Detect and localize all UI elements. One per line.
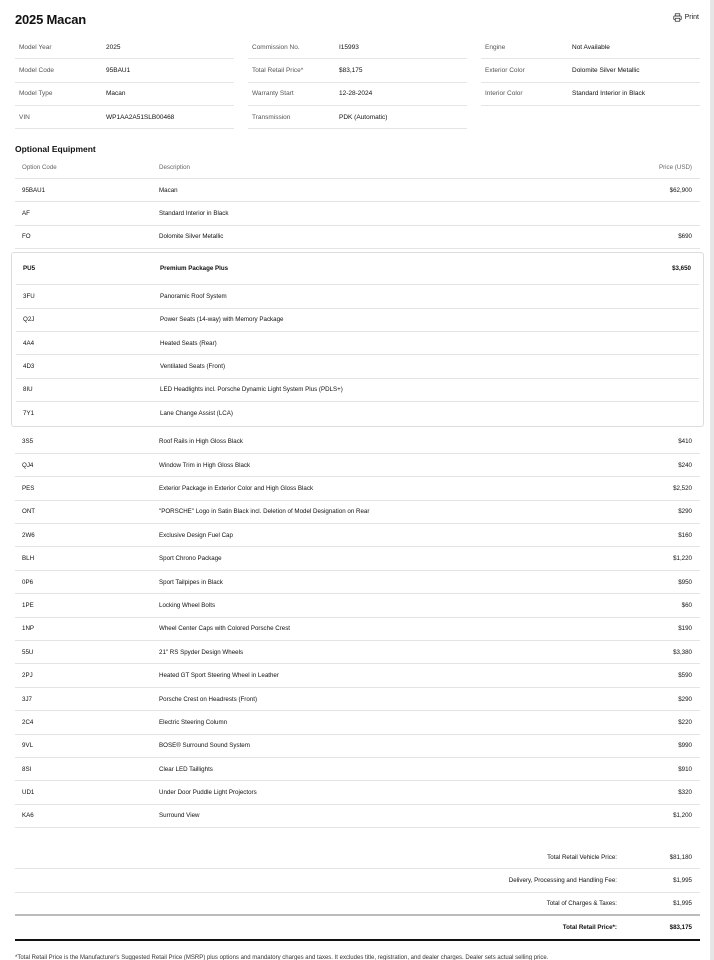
header-option-code: Option Code xyxy=(22,163,57,171)
option-description: Roof Rails in High Gloss Black xyxy=(159,438,243,446)
table-row xyxy=(15,641,700,664)
option-description: Surround View xyxy=(159,812,200,820)
total-value: $1,995 xyxy=(673,876,692,884)
package-row xyxy=(16,253,699,285)
table-row xyxy=(15,735,700,758)
option-code: ONT xyxy=(22,508,36,516)
option-price: $3,380 xyxy=(673,648,692,656)
table-row xyxy=(15,688,700,711)
option-code: 8SI xyxy=(22,765,32,773)
table-row xyxy=(15,179,700,202)
table-row xyxy=(15,431,700,454)
option-code: 2PJ xyxy=(22,672,33,680)
spec-row xyxy=(15,83,234,106)
option-code: 9VL xyxy=(22,742,34,750)
option-description: Under Door Puddle Light Projectors xyxy=(159,789,257,797)
header-description: Description xyxy=(159,163,190,171)
option-code: 7Y1 xyxy=(23,410,35,418)
total-value: $83,175 xyxy=(669,923,692,931)
option-code: 1PE xyxy=(22,601,34,609)
option-code: UD1 xyxy=(22,789,35,797)
table-row xyxy=(16,355,699,378)
option-price: $910 xyxy=(678,765,692,773)
rows-after-package xyxy=(15,431,700,829)
option-description: Macan xyxy=(159,186,178,194)
table-row xyxy=(15,202,700,225)
option-code: BLH xyxy=(22,555,35,563)
spec-label: Interior Color xyxy=(485,90,523,98)
spec-value: $83,175 xyxy=(339,66,363,74)
spec-label: VIN xyxy=(19,113,30,121)
table-row xyxy=(15,618,700,641)
spec-label: Transmission xyxy=(252,113,291,121)
package-description: Premium Package Plus xyxy=(160,265,229,273)
table-header xyxy=(15,156,700,179)
option-code: AF xyxy=(22,210,30,218)
spec-label: Warranty Start xyxy=(252,90,294,98)
specs-column-3 xyxy=(481,36,700,106)
option-code: 0P6 xyxy=(22,578,34,586)
table-row xyxy=(16,379,699,402)
spec-row xyxy=(248,106,467,129)
option-price: $410 xyxy=(678,438,692,446)
spec-label: Total Retail Price* xyxy=(252,66,304,74)
specs-column-1 xyxy=(15,36,234,129)
option-description: Sport Chrono Package xyxy=(159,555,222,563)
option-description: Porsche Crest on Headrests (Front) xyxy=(159,695,258,703)
table-row xyxy=(15,501,700,524)
spec-row xyxy=(248,83,467,106)
total-label: Delivery, Processing and Handling Fee: xyxy=(508,876,617,884)
option-description: 21" RS Spyder Design Wheels xyxy=(159,648,244,656)
option-price: $990 xyxy=(678,742,692,750)
spec-row xyxy=(15,59,234,82)
option-code: 3S5 xyxy=(22,438,34,446)
table-row xyxy=(16,309,699,332)
option-description: Sport Tailpipes in Black xyxy=(159,578,223,586)
table-row xyxy=(15,664,700,687)
table-row xyxy=(15,711,700,734)
spec-label: Exterior Color xyxy=(485,66,525,74)
option-price: $240 xyxy=(678,461,692,469)
option-code: 2C4 xyxy=(22,718,34,726)
table-row xyxy=(15,477,700,500)
optional-equipment-title: Optional Equipment xyxy=(15,144,96,154)
option-description: Locking Wheel Bolts xyxy=(159,601,216,609)
table-row xyxy=(16,332,699,355)
option-description: Electric Steering Column xyxy=(159,718,228,726)
option-price: $320 xyxy=(678,789,692,797)
printer-icon xyxy=(673,13,682,22)
equipment-table xyxy=(15,156,700,828)
spec-row xyxy=(248,59,467,82)
spec-row xyxy=(481,83,700,106)
header-price: Price (USD) xyxy=(658,163,692,171)
spec-value: 12-28-2024 xyxy=(339,90,373,98)
package-price: $3,650 xyxy=(672,265,691,273)
option-price: $290 xyxy=(678,508,692,516)
total-value: $1,995 xyxy=(673,899,692,907)
option-code: 4A4 xyxy=(23,339,35,347)
option-price: $160 xyxy=(678,531,692,539)
spec-value: 2025 xyxy=(106,43,121,51)
option-description: Ventilated Seats (Front) xyxy=(160,363,226,371)
scrollbar[interactable] xyxy=(710,0,714,960)
table-row xyxy=(15,758,700,781)
spec-label: Model Year xyxy=(19,43,52,51)
total-row xyxy=(15,869,700,892)
table-row xyxy=(15,524,700,547)
option-price: $220 xyxy=(678,718,692,726)
spec-value: Macan xyxy=(106,90,126,98)
spec-value: 95BAU1 xyxy=(106,66,131,74)
option-code: 2W6 xyxy=(22,531,35,539)
option-description: "PORSCHE" Logo in Satin Black incl. Deletion of Model Designation on Rear xyxy=(159,508,370,516)
package-items xyxy=(16,285,699,425)
option-description: Heated GT Sport Steering Wheel in Leather xyxy=(159,672,279,680)
option-price: $590 xyxy=(678,672,692,680)
premium-package-group xyxy=(11,252,704,426)
total-row xyxy=(15,846,700,869)
total-label: Total of Charges & Taxes: xyxy=(546,899,617,907)
option-description: LED Headlights incl. Porsche Dynamic Light System Plus (PDLS+) xyxy=(160,386,343,394)
spec-row xyxy=(15,106,234,129)
spec-label: Model Code xyxy=(19,66,55,74)
option-description: Standard Interior in Black xyxy=(159,210,229,218)
specs-column-2 xyxy=(248,36,467,129)
table-row xyxy=(15,547,700,570)
option-price: $1,220 xyxy=(673,555,692,563)
rows-before-package xyxy=(15,179,700,249)
print-label: Print xyxy=(684,14,699,21)
table-row xyxy=(15,805,700,828)
option-price: $62,900 xyxy=(669,186,692,194)
spec-value: Not Available xyxy=(572,43,610,51)
spec-value: I15993 xyxy=(339,43,359,51)
table-row xyxy=(16,402,699,425)
option-description: Heated Seats (Rear) xyxy=(160,339,217,347)
option-description: Exclusive Design Fuel Cap xyxy=(159,531,233,539)
total-label: Total Retail Vehicle Price: xyxy=(547,853,617,861)
option-description: Wheel Center Caps with Colored Porsche Crest xyxy=(159,625,291,633)
spec-value: WP1AA2A51SLB00468 xyxy=(106,113,175,121)
footnote: *Total Retail Price is the Manufacturer's Suggested Retail Price (MSRP) plus options and mandatory charges and taxes. It excludes title, registration, and dealer charges. Dealer sets actual selling price. xyxy=(15,955,549,960)
table-row xyxy=(16,285,699,308)
option-code: PES xyxy=(22,484,35,492)
spec-label: Model Type xyxy=(19,90,53,98)
option-code: 95BAU1 xyxy=(22,186,46,194)
spec-label: Engine xyxy=(485,43,506,51)
table-row xyxy=(15,454,700,477)
spec-row xyxy=(248,36,467,59)
option-code: FO xyxy=(22,233,31,241)
spec-value: Standard Interior in Black xyxy=(572,90,645,98)
option-price: $2,520 xyxy=(673,484,692,492)
option-code: QJ4 xyxy=(22,461,34,469)
spec-row xyxy=(15,36,234,59)
option-code: 3FU xyxy=(23,292,35,300)
total-row xyxy=(15,916,700,941)
table-row xyxy=(15,594,700,617)
option-code: KA6 xyxy=(22,812,34,820)
option-price: $950 xyxy=(678,578,692,586)
table-row xyxy=(15,781,700,804)
print-button[interactable] xyxy=(673,13,699,22)
option-price: $290 xyxy=(678,695,692,703)
option-code: 3J7 xyxy=(22,695,32,703)
option-description: BOSE® Surround Sound System xyxy=(159,742,250,750)
total-label: Total Retail Price*: xyxy=(562,923,617,931)
total-row xyxy=(15,893,700,916)
spec-row xyxy=(481,36,700,59)
spec-row xyxy=(481,59,700,82)
option-code: 55U xyxy=(22,648,34,656)
option-price: $690 xyxy=(678,233,692,241)
option-description: Window Trim in High Gloss Black xyxy=(159,461,251,469)
option-description: Panoramic Roof System xyxy=(160,292,227,300)
page-title: 2025 Macan xyxy=(15,12,86,27)
spec-value: Dolomite Silver Metallic xyxy=(572,66,640,74)
option-price: $60 xyxy=(681,601,692,609)
total-value: $81,180 xyxy=(669,853,692,861)
package-code: PU5 xyxy=(23,265,36,273)
option-price: $1,200 xyxy=(673,812,692,820)
option-code: 8IU xyxy=(23,386,33,394)
option-description: Lane Change Assist (LCA) xyxy=(160,410,233,418)
spec-label: Commission No. xyxy=(252,43,300,51)
table-row xyxy=(15,226,700,249)
option-code: 4D3 xyxy=(23,363,35,371)
table-row xyxy=(15,571,700,594)
option-price: $190 xyxy=(678,625,692,633)
price-totals xyxy=(15,846,700,941)
option-description: Exterior Package in Exterior Color and High Gloss Black xyxy=(159,484,314,492)
option-description: Clear LED Taillights xyxy=(159,765,213,773)
option-description: Dolomite Silver Metallic xyxy=(159,233,224,241)
option-description: Power Seats (14-way) with Memory Package xyxy=(160,316,284,324)
spec-value: PDK (Automatic) xyxy=(339,113,388,121)
option-code: 1NP xyxy=(22,625,35,633)
option-code: Q2J xyxy=(23,316,35,324)
